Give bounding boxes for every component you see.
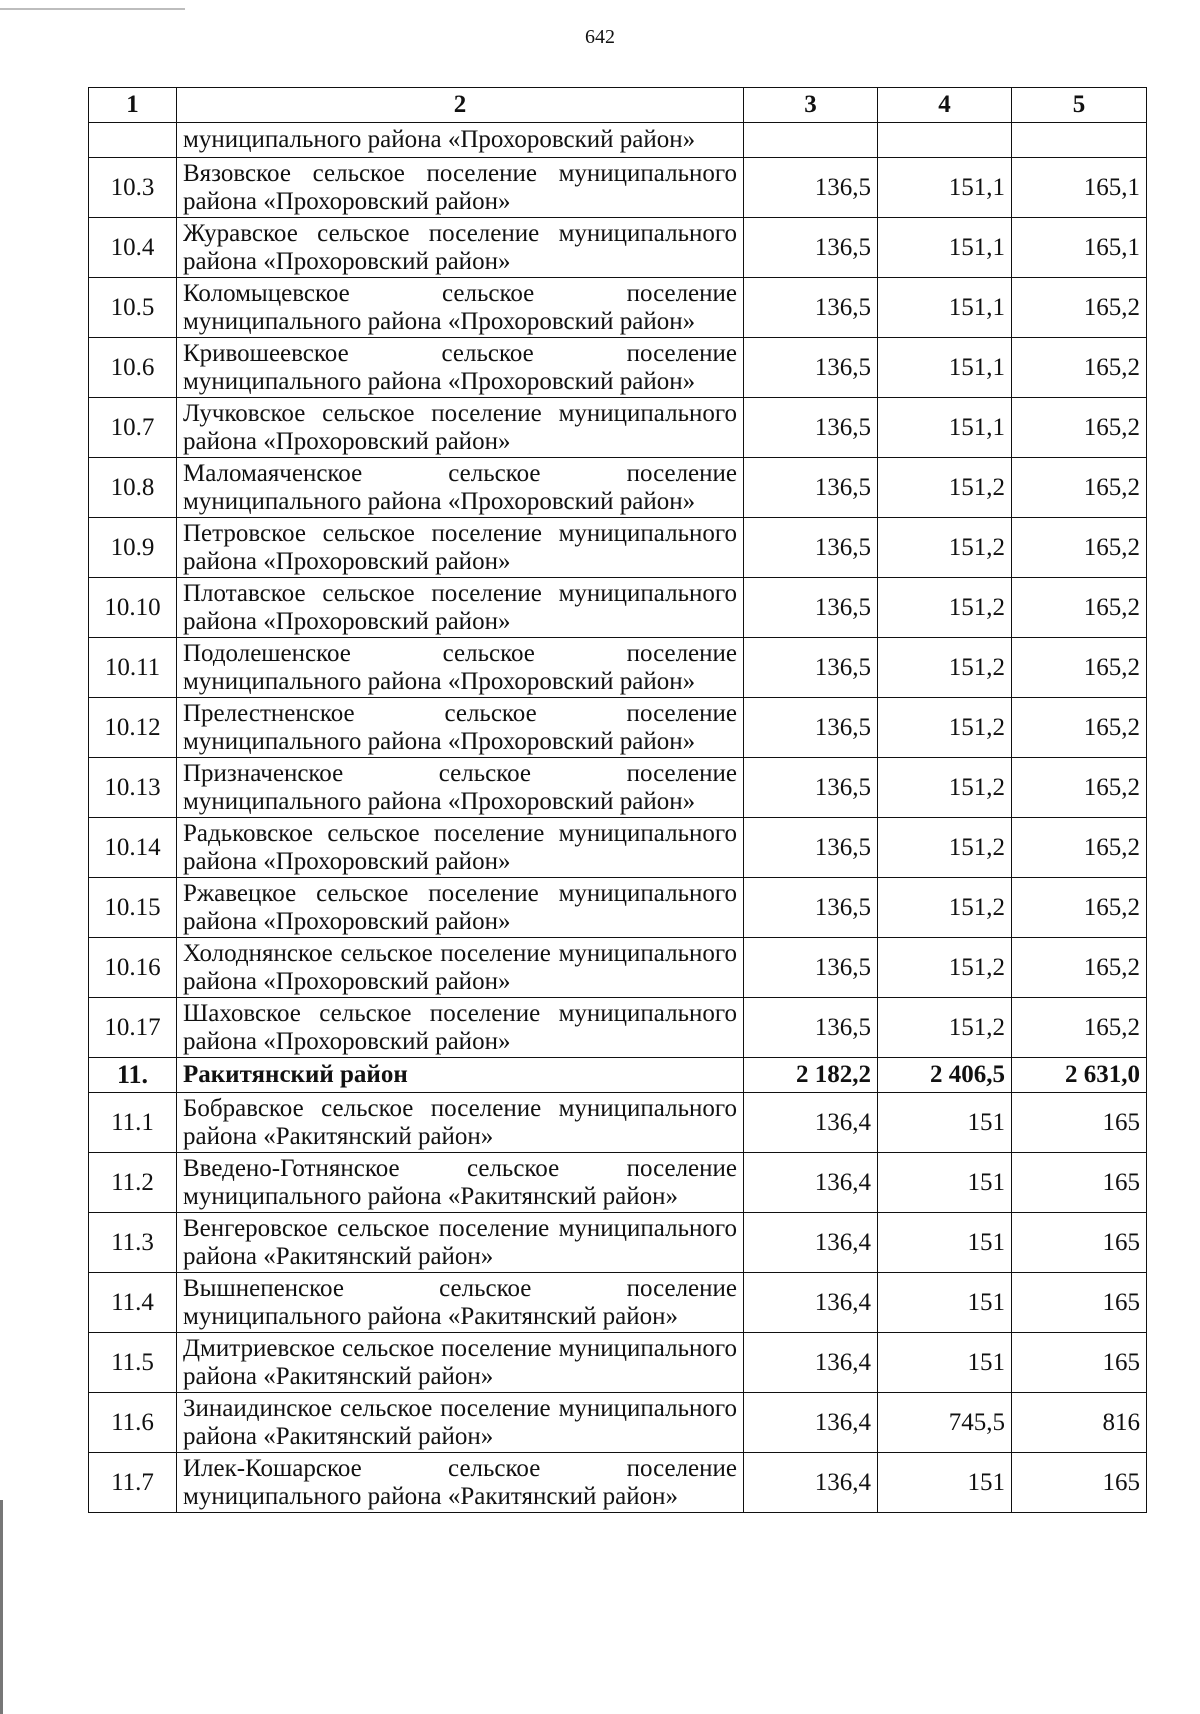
row-number-cell: 10.4 xyxy=(89,218,177,278)
row-name-cell: Зинаидинское сельское поселение муниципального района «Ракитянский район» xyxy=(177,1393,744,1453)
row-name-cell: Маломаяченское сельское поселение муниципального района «Прохоровский район» xyxy=(177,458,744,518)
row-name-cell: Плотавское сельское поселение муниципального района «Прохоровский район» xyxy=(177,578,744,638)
row-col-5-cell: 165,2 xyxy=(1012,998,1147,1058)
table-row xyxy=(89,1093,1147,1153)
row-col-5-cell: 165 xyxy=(1012,1153,1147,1213)
row-col-4-cell: 151 xyxy=(878,1213,1012,1273)
continuation-num-cell xyxy=(89,123,177,158)
row-number-cell: 10.5 xyxy=(89,278,177,338)
row-col-3-cell: 136,4 xyxy=(744,1153,878,1213)
row-col-4-cell: 745,5 xyxy=(878,1393,1012,1453)
row-name-cell: Радьковское сельское поселение муниципального района «Прохоровский район» xyxy=(177,818,744,878)
row-col-4-cell: 151,1 xyxy=(878,218,1012,278)
row-col-5-cell: 165,2 xyxy=(1012,458,1147,518)
row-name-cell: Журавское сельское поселение муниципального района «Прохоровский район» xyxy=(177,218,744,278)
row-col-3-cell: 136,5 xyxy=(744,218,878,278)
row-name-cell: Бобравское сельское поселение муниципального района «Ракитянский район» xyxy=(177,1093,744,1153)
row-col-3-cell: 136,5 xyxy=(744,758,878,818)
row-number-cell: 10.6 xyxy=(89,338,177,398)
header-col-2: 2 xyxy=(177,88,744,123)
row-number-cell: 10.15 xyxy=(89,878,177,938)
row-col-4-cell: 2 406,5 xyxy=(878,1058,1012,1093)
group-total-row xyxy=(89,1058,1147,1093)
row-col-3-cell: 136,5 xyxy=(744,938,878,998)
row-name-cell: Кривошеевское сельское поселение муниципального района «Прохоровский район» xyxy=(177,338,744,398)
row-col-4-cell: 151 xyxy=(878,1153,1012,1213)
row-number-cell: 11.7 xyxy=(89,1453,177,1513)
table-row xyxy=(89,698,1147,758)
row-col-3-cell: 2 182,2 xyxy=(744,1058,878,1093)
row-col-5-cell: 165 xyxy=(1012,1213,1147,1273)
row-col-4-cell: 151 xyxy=(878,1333,1012,1393)
row-col-5-cell: 165,2 xyxy=(1012,818,1147,878)
row-col-4-cell: 151,1 xyxy=(878,158,1012,218)
row-col-3-cell: 136,5 xyxy=(744,158,878,218)
row-number-cell: 11.2 xyxy=(89,1153,177,1213)
row-col-3-cell: 136,4 xyxy=(744,1093,878,1153)
row-col-3-cell: 136,5 xyxy=(744,578,878,638)
table-row xyxy=(89,278,1147,338)
budget-table xyxy=(88,87,1147,1513)
row-col-5-cell: 165,2 xyxy=(1012,338,1147,398)
row-number-cell: 10.7 xyxy=(89,398,177,458)
row-col-5-cell: 165,2 xyxy=(1012,578,1147,638)
continuation-name-cell: муниципального района «Прохоровский район» xyxy=(177,123,744,158)
header-row xyxy=(89,88,1147,123)
row-col-5-cell: 165,1 xyxy=(1012,158,1147,218)
table-row xyxy=(89,518,1147,578)
row-col-4-cell: 151,2 xyxy=(878,698,1012,758)
row-col-4-cell: 151,2 xyxy=(878,818,1012,878)
header-col-1: 1 xyxy=(89,88,177,123)
row-name-cell: Ракитянский район xyxy=(177,1058,744,1093)
row-col-3-cell: 136,4 xyxy=(744,1213,878,1273)
row-col-3-cell: 136,4 xyxy=(744,1453,878,1513)
row-number-cell: 10.16 xyxy=(89,938,177,998)
row-col-4-cell: 151 xyxy=(878,1273,1012,1333)
row-name-cell: Вязовское сельское поселение муниципального района «Прохоровский район» xyxy=(177,158,744,218)
row-col-5-cell: 2 631,0 xyxy=(1012,1058,1147,1093)
row-col-4-cell: 151,2 xyxy=(878,458,1012,518)
row-name-cell: Подолешенское сельское поселение муниципального района «Прохоровский район» xyxy=(177,638,744,698)
row-name-cell: Петровское сельское поселение муниципального района «Прохоровский район» xyxy=(177,518,744,578)
row-number-cell: 10.12 xyxy=(89,698,177,758)
row-number-cell: 10.9 xyxy=(89,518,177,578)
row-col-5-cell: 165,2 xyxy=(1012,638,1147,698)
row-number-cell: 11.6 xyxy=(89,1393,177,1453)
row-col-5-cell: 165 xyxy=(1012,1333,1147,1393)
row-col-3-cell: 136,5 xyxy=(744,878,878,938)
row-col-5-cell: 165,2 xyxy=(1012,758,1147,818)
continuation-row xyxy=(89,123,1147,158)
row-col-3-cell: 136,5 xyxy=(744,698,878,758)
scan-edge-line xyxy=(0,8,185,10)
row-col-3-cell: 136,5 xyxy=(744,518,878,578)
table-row xyxy=(89,638,1147,698)
row-number-cell: 11.3 xyxy=(89,1213,177,1273)
row-col-5-cell: 165,2 xyxy=(1012,698,1147,758)
continuation-col-5-cell xyxy=(1012,123,1147,158)
row-number-cell: 11.4 xyxy=(89,1273,177,1333)
header-col-5: 5 xyxy=(1012,88,1147,123)
row-col-5-cell: 165 xyxy=(1012,1453,1147,1513)
row-col-3-cell: 136,5 xyxy=(744,818,878,878)
row-col-3-cell: 136,5 xyxy=(744,338,878,398)
header-col-4: 4 xyxy=(878,88,1012,123)
row-col-3-cell: 136,5 xyxy=(744,998,878,1058)
row-col-4-cell: 151,2 xyxy=(878,578,1012,638)
row-number-cell: 10.8 xyxy=(89,458,177,518)
table-row xyxy=(89,1273,1147,1333)
table-row xyxy=(89,458,1147,518)
row-number-cell: 11.5 xyxy=(89,1333,177,1393)
row-col-4-cell: 151,1 xyxy=(878,398,1012,458)
row-col-4-cell: 151,2 xyxy=(878,938,1012,998)
table-row xyxy=(89,398,1147,458)
table-row xyxy=(89,1393,1147,1453)
table-row xyxy=(89,218,1147,278)
table-row xyxy=(89,878,1147,938)
row-col-4-cell: 151,2 xyxy=(878,758,1012,818)
row-name-cell: Дмитриевское сельское поселение муниципального района «Ракитянский район» xyxy=(177,1333,744,1393)
row-col-5-cell: 165,2 xyxy=(1012,518,1147,578)
row-number-cell: 10.13 xyxy=(89,758,177,818)
row-name-cell: Шаховское сельское поселение муниципального района «Прохоровский район» xyxy=(177,998,744,1058)
row-col-4-cell: 151,2 xyxy=(878,638,1012,698)
row-col-5-cell: 165,2 xyxy=(1012,938,1147,998)
row-col-4-cell: 151,2 xyxy=(878,878,1012,938)
row-number-cell: 10.17 xyxy=(89,998,177,1058)
row-name-cell: Ржавецкое сельское поселение муниципального района «Прохоровский район» xyxy=(177,878,744,938)
table-row xyxy=(89,818,1147,878)
table-row xyxy=(89,1333,1147,1393)
row-col-5-cell: 165,2 xyxy=(1012,398,1147,458)
table-body xyxy=(89,123,1147,1513)
row-name-cell: Призначенское сельское поселение муниципального района «Прохоровский район» xyxy=(177,758,744,818)
row-name-cell: Холоднянское сельское поселение муниципального района «Прохоровский район» xyxy=(177,938,744,998)
row-col-3-cell: 136,4 xyxy=(744,1273,878,1333)
table-row xyxy=(89,1213,1147,1273)
row-number-cell: 10.14 xyxy=(89,818,177,878)
row-name-cell: Вышнепенское сельское поселение муниципального района «Ракитянский район» xyxy=(177,1273,744,1333)
continuation-col-4-cell xyxy=(878,123,1012,158)
row-col-3-cell: 136,5 xyxy=(744,398,878,458)
row-col-4-cell: 151 xyxy=(878,1093,1012,1153)
row-number-cell: 11. xyxy=(89,1058,177,1093)
row-number-cell: 11.1 xyxy=(89,1093,177,1153)
row-col-5-cell: 165 xyxy=(1012,1093,1147,1153)
row-number-cell: 10.3 xyxy=(89,158,177,218)
continuation-col-3-cell xyxy=(744,123,878,158)
row-col-5-cell: 165,2 xyxy=(1012,878,1147,938)
row-name-cell: Венгеровское сельское поселение муниципального района «Ракитянский район» xyxy=(177,1213,744,1273)
row-col-4-cell: 151 xyxy=(878,1453,1012,1513)
row-number-cell: 10.10 xyxy=(89,578,177,638)
row-name-cell: Лучковское сельское поселение муниципального района «Прохоровский район» xyxy=(177,398,744,458)
row-col-3-cell: 136,5 xyxy=(744,458,878,518)
header-col-3: 3 xyxy=(744,88,878,123)
row-col-3-cell: 136,5 xyxy=(744,638,878,698)
row-col-4-cell: 151,1 xyxy=(878,278,1012,338)
row-name-cell: Коломыцевское сельское поселение муниципального района «Прохоровский район» xyxy=(177,278,744,338)
page-number: 642 xyxy=(585,26,615,48)
row-col-4-cell: 151,1 xyxy=(878,338,1012,398)
table-row xyxy=(89,938,1147,998)
row-col-3-cell: 136,4 xyxy=(744,1393,878,1453)
row-col-5-cell: 165 xyxy=(1012,1273,1147,1333)
row-name-cell: Илек-Кошарское сельское поселение муниципального района «Ракитянский район» xyxy=(177,1453,744,1513)
row-col-4-cell: 151,2 xyxy=(878,518,1012,578)
table-row xyxy=(89,578,1147,638)
table-row xyxy=(89,1453,1147,1513)
row-col-4-cell: 151,2 xyxy=(878,998,1012,1058)
row-number-cell: 10.11 xyxy=(89,638,177,698)
row-name-cell: Прелестненское сельское поселение муниципального района «Прохоровский район» xyxy=(177,698,744,758)
table-row xyxy=(89,998,1147,1058)
table-row xyxy=(89,338,1147,398)
row-col-3-cell: 136,4 xyxy=(744,1333,878,1393)
scan-left-edge xyxy=(0,1500,3,1714)
table-row xyxy=(89,1153,1147,1213)
row-col-5-cell: 165,2 xyxy=(1012,278,1147,338)
row-name-cell: Введено-Готнянское сельское поселение муниципального района «Ракитянский район» xyxy=(177,1153,744,1213)
row-col-5-cell: 816 xyxy=(1012,1393,1147,1453)
table-row xyxy=(89,758,1147,818)
table-row xyxy=(89,158,1147,218)
row-col-5-cell: 165,1 xyxy=(1012,218,1147,278)
row-col-3-cell: 136,5 xyxy=(744,278,878,338)
